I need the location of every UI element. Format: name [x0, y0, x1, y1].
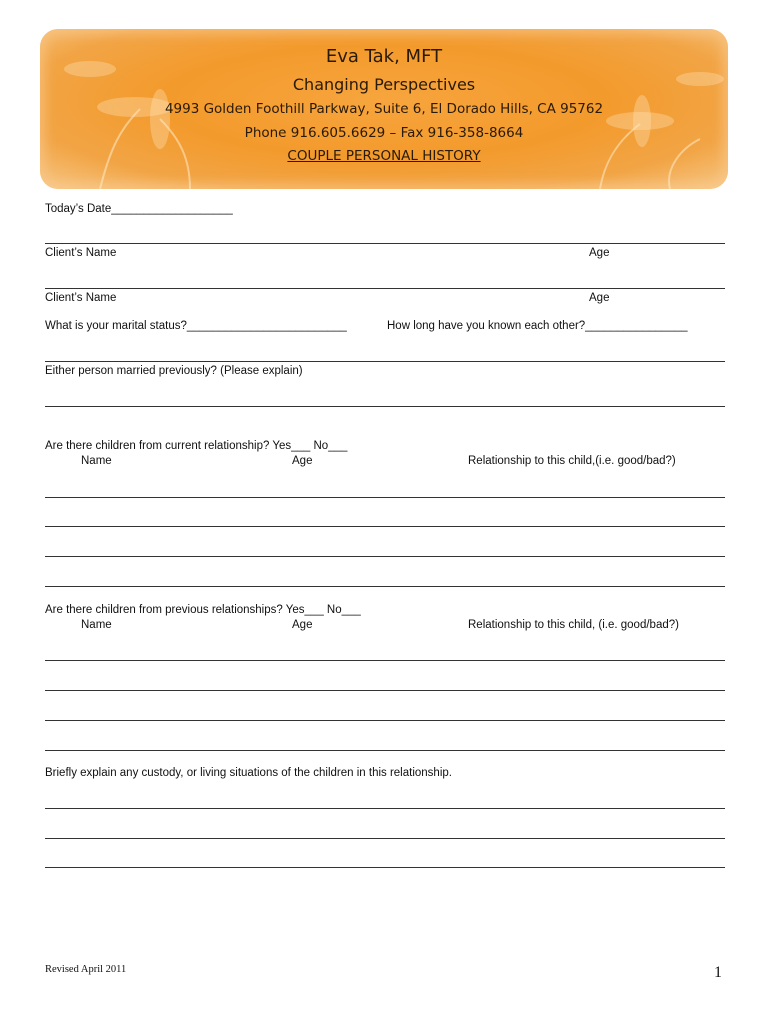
- practice-phone: Phone 916.605.6629 – Fax 916-358-8664: [244, 125, 524, 141]
- custody-answer-line[interactable]: [45, 808, 725, 809]
- known-each-other-field[interactable]: How long have you known each other?________________: [387, 320, 688, 332]
- married-previously-label: Either person married previously? (Please explain): [45, 365, 303, 377]
- custody-answer-line[interactable]: [45, 867, 725, 868]
- current-child-line[interactable]: [45, 586, 725, 587]
- previous-child-line[interactable]: [45, 750, 725, 751]
- revision-note: Revised April 2011: [45, 964, 127, 975]
- current-children-question: Are there children from current relationship? Yes___ No___: [45, 440, 348, 452]
- previous-col-name: Name: [81, 619, 112, 631]
- client-2-age-label: Age: [589, 292, 610, 304]
- client-2-name-label: Client’s Name: [45, 292, 117, 304]
- previous-child-line[interactable]: [45, 690, 725, 691]
- previous-col-age: Age: [292, 619, 313, 631]
- previous-child-line[interactable]: [45, 660, 725, 661]
- current-col-age: Age: [292, 455, 313, 467]
- previous-children-question: Are there children from previous relationships? Yes___ No___: [45, 604, 361, 616]
- page-number: 1: [714, 964, 722, 981]
- current-child-line[interactable]: [45, 497, 725, 498]
- client-2-line[interactable]: [45, 288, 725, 289]
- header-banner: [40, 29, 728, 189]
- practice-address: 4993 Golden Foothill Parkway, Suite 6, El Dorado Hills, CA 95762: [164, 101, 604, 117]
- previous-col-relationship: Relationship to this child, (i.e. good/bad?): [468, 619, 679, 631]
- current-child-line[interactable]: [45, 556, 725, 557]
- married-previously-answer-line[interactable]: [45, 406, 725, 407]
- practice-name: Changing Perspectives: [292, 75, 476, 94]
- married-previously-line[interactable]: [45, 361, 725, 362]
- custody-question: Briefly explain any custody, or living situations of the children in this relationship.: [45, 767, 452, 779]
- previous-child-line[interactable]: [45, 720, 725, 721]
- therapist-name: Eva Tak, MFT: [325, 46, 443, 67]
- form-title: COUPLE PERSONAL HISTORY: [287, 148, 481, 164]
- current-col-relationship: Relationship to this child,(i.e. good/bad?): [468, 455, 676, 467]
- client-1-line[interactable]: [45, 243, 725, 244]
- current-col-name: Name: [81, 455, 112, 467]
- marital-status-field[interactable]: What is your marital status?_________________________: [45, 320, 347, 332]
- custody-answer-line[interactable]: [45, 838, 725, 839]
- client-1-age-label: Age: [589, 247, 610, 259]
- todays-date-field[interactable]: Today’s Date___________________: [45, 203, 233, 215]
- client-1-name-label: Client’s Name: [45, 247, 117, 259]
- current-child-line[interactable]: [45, 526, 725, 527]
